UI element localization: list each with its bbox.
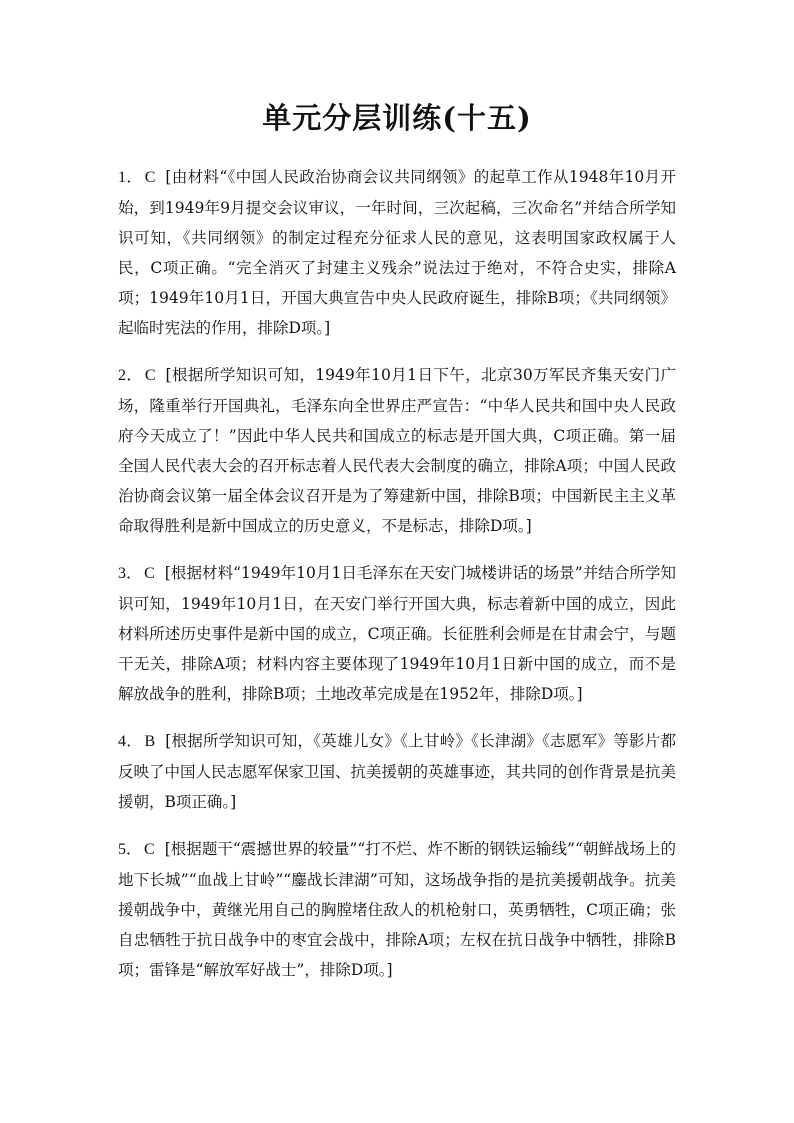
- page-title: 单元分层训练(十五): [262, 101, 532, 135]
- explanation-text: [根据所学知识可知，1949年10月1日下午，北京30万军民齐集天安门广场，隆重举行开国典礼，毛泽东向全世界庄严宣告：“中华人民共和国中央人民政府今天成立了！”因此中华人民共和国成立的标志是开国大典，C项正确。第一届全国人民代表大会的召开标志着人民代表大会制度的确立，排除A项；中国人民政治协商会议第一届全体会议召开是为了筹建新中国，排除B项；中国新民主主义革命取得胜利是新中国成立的历史意义，不是标志，排除D项。]: [118, 366, 676, 535]
- explanation-text: [由材料“《中国人民政治协商会议共同纲领》的起草工作从1948年10月开始，到1949年9月提交会议审议，一年时间，三次起稿，三次命名”并结合所学知识可知，《共同纲领》的制定过程充分征求人民的意见，这表明国家政权属于人民，C项正确。“完全消灭了封建主义残余”说法过于绝对，不符合史实，排除A项；1949年10月1日，开国大典宣告中央人民政府诞生，排除B项；《共同纲领》起临时宪法的作用，排除D项。]: [118, 168, 676, 337]
- answer-item-3: [118, 558, 676, 709]
- question-number: 2．: [118, 367, 143, 384]
- explanation-text: [根据材料“1949年10月1日毛泽东在天安门城楼讲话的场景”并结合所学知识可知，1949年10月1日，在天安门举行开国大典，标志着新中国的成立，因此材料所述历史事件是新中国的成立，C项正确。长征胜利会师是在甘肃会宁，与题干无关，排除A项；材料内容主要体现了1949年10月1日新中国的成立，而不是解放战争的胜利，排除B项；土地改革完成是在1952年，排除D项。]: [118, 564, 676, 703]
- question-number: 4．: [118, 733, 143, 750]
- answer-item-4: [118, 726, 676, 817]
- answer-choice: C: [144, 841, 155, 858]
- answer-choice: C: [144, 169, 156, 186]
- answer-item-5: [118, 834, 676, 985]
- explanation-text: [根据题干“震撼世界的较量”“打不烂、炸不断的钢铁运输线”“朝鲜战场上的地下长城”“血战上甘岭”“鏖战长津湖”可知，这场战争指的是抗美援朝战争。抗美援朝战争中，黄继光用自己的胸膛堵住敌人的机枪射口，英勇牺牲，C项正确；张自忠牺牲于抗日战争中的枣宜会战中，排除A项；左权在抗日战争中牺牲，排除B项；雷锋是“解放军好战士”，排除D项。]: [118, 840, 676, 979]
- question-number: 3．: [118, 565, 143, 582]
- answer-item-1: [118, 162, 676, 343]
- question-number: 5．: [118, 841, 143, 858]
- explanation-text: [根据所学知识可知，《英雄儿女》《上甘岭》《长津湖》《志愿军》等影片都反映了中国人民志愿军保家卫国、抗美援朝的英雄事迹，其共同的创作背景是抗美援朝，B项正确。]: [118, 732, 677, 811]
- answer-choice: C: [144, 565, 155, 582]
- question-number: 1．: [118, 169, 143, 186]
- answer-list: [118, 162, 676, 1002]
- answer-choice: C: [144, 367, 156, 384]
- answer-item-2: [118, 360, 676, 541]
- answer-choice: B: [144, 733, 156, 750]
